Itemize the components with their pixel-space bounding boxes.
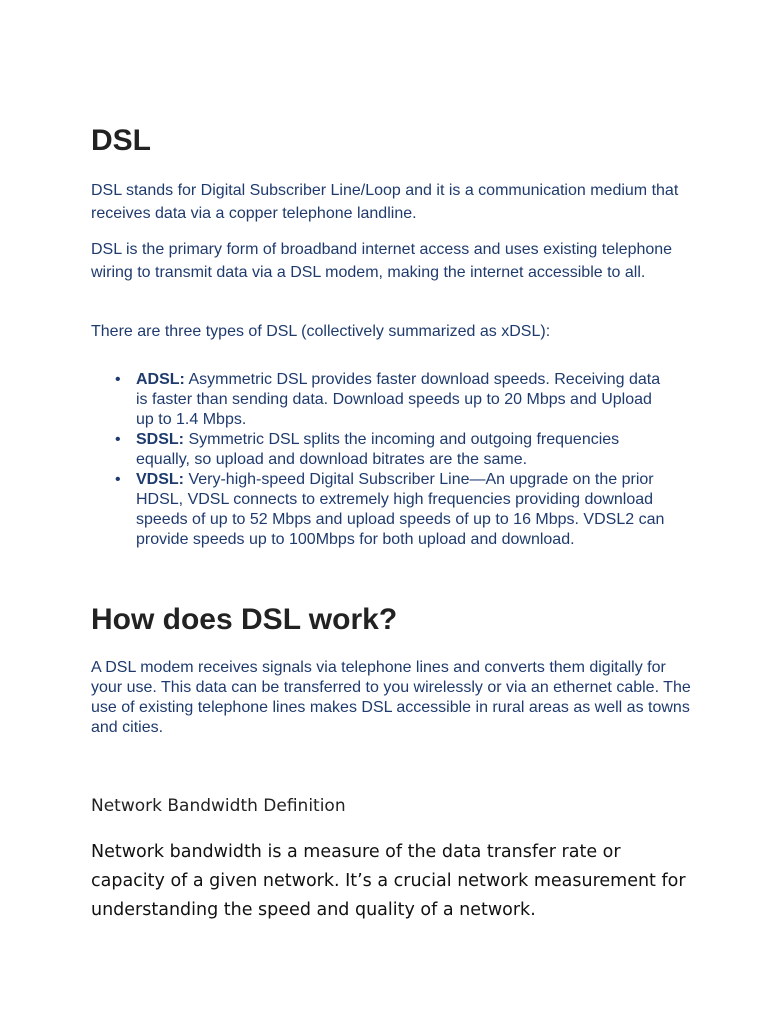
list-item-description: Asymmetric DSL provides faster download speeds. Receiving data is faster than sending data. Download speeds up to 20 Mbps and Upload up to 1.4 Mbps. bbox=[136, 371, 661, 428]
section-heading-how: How does DSL work? bbox=[91, 603, 398, 636]
how-paragraph: A DSL modem receives signals via telephone lines and converts them digitally for your use. This data can be transferred to you wirelessly or via an ethernet cable. The use of existing telephone lines makes DSL accessible in rural areas as well as towns and cities. bbox=[91, 659, 691, 736]
list-item-term: VDSL: bbox=[136, 471, 184, 488]
list-item-vdsl bbox=[115, 470, 671, 550]
list-item-term: SDSL: bbox=[136, 431, 184, 448]
bullet-icon: • bbox=[115, 471, 121, 488]
list-item-term: ADSL: bbox=[136, 371, 185, 388]
bullet-icon: • bbox=[115, 431, 121, 448]
list-item-sdsl bbox=[115, 430, 671, 470]
intro-paragraph-3: There are three types of DSL (collectively summarized as xDSL): bbox=[91, 323, 551, 340]
intro-paragraph-2: DSL is the primary form of broadband internet access and uses existing telephone wiring to transmit data via a DSL modem, making the internet accessible to all. bbox=[91, 241, 673, 281]
intro-paragraph-1: DSL stands for Digital Subscriber Line/Loop and it is a communication medium that receives data via a copper telephone landline. bbox=[91, 182, 679, 222]
list-item-description: Symmetric DSL splits the incoming and outgoing frequencies equally, so upload and download bitrates are the same. bbox=[136, 431, 620, 468]
list-item-description: Very-high-speed Digital Subscriber Line—An upgrade on the prior HDSL, VDSL connects to extremely high frequencies providing download speeds of up to 52 Mbps and upload speeds of up to 16 Mbps. VDSL2 can provide speeds up to 100Mbps for both upload and download. bbox=[136, 471, 665, 548]
bandwidth-paragraph: Network bandwidth is a measure of the data transfer rate or capacity of a given network. It’s a crucial network measurement for understanding the speed and quality of a network. bbox=[91, 842, 686, 920]
page-title: DSL bbox=[91, 124, 151, 157]
list-item-adsl bbox=[115, 370, 671, 430]
bullet-icon: • bbox=[115, 371, 121, 388]
dsl-types-list bbox=[115, 370, 671, 550]
bandwidth-title: Network Bandwidth Definition bbox=[91, 796, 346, 816]
